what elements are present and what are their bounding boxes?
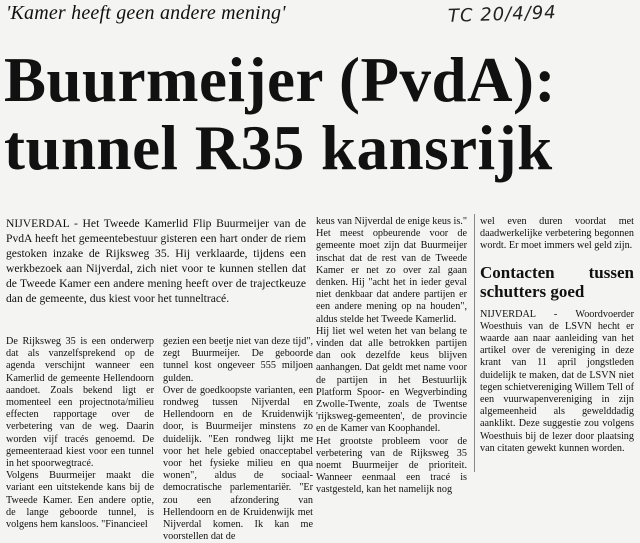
headline-line-1: Buurmeijer (PvdA): (4, 45, 556, 115)
headline-line-2: tunnel R35 kansrijk (4, 113, 553, 183)
paragraph: De Rijksweg 35 is een onderwerp dat als vanzelfsprekend op de agenda verschijnt wanneer een Kamerlid de gemeente Hellendoorn aandoet. Zoals bekend ligt er momenteel een projectnota/milieu effecten rapportage over de verbetering van de weg. Daarin worden vijf tracés genoemd. De gemeenteraad kiest voor een tunnel in het spoorwegtracé. (6, 336, 154, 470)
paragraph: keus van Nijverdal de enige keus is." (316, 216, 467, 227)
paragraph: Het grootste probleem voor de verbetering van de Rijksweg 35 noemt Buurmeijer de prioriteit. Wanneer eenmaal een tracé is vastgesteld, kan het namelijk nog (316, 435, 467, 496)
paragraph: Hij liet wel weten het van belang te vinden dat alle betrokken partijen dan ook dezelfde keus blijven aanhangen. Dat geldt met name voor de partijen in het Bestuurlijk Platform Spoor- en Wegverbinding Zwolle-Twente, zoals de Twentse 'rijksweg-gemeenten', de provincie en de Kamer van Koophandel. (316, 325, 467, 435)
paragraph: Over de goedkoopste varianten, een rondweg tussen Nijverdal en Hellendoorn en de Kruidenwijk door, is Buurmeijer minstens zo duidelijk. "Een rondweg lijkt me voor het hele gebied onacceptabel voor het fysieke milieu en qua wonen", aldus de sociaal-democratische parlementariër. "Er zou een afzondering van Hellendoorn en de Kruidenwijk met Nijverdal komen. Ik kan me voorstellen dat de (163, 384, 313, 543)
article-column-3 (316, 216, 467, 497)
paragraph: Het meest opbeurende voor de gemeente moet zijn dat Buurmeijer inschat dat de rest van de Tweede Kamer er net zo over zal gaan denken. Hij "acht het in ieder geval niet denkbaar dat andere partijen er een andere mening op na houden", aldus stelde het Tweede Kamerlid. (316, 228, 467, 325)
article-column-2 (163, 336, 313, 543)
handwritten-date-note: TC 20/4/94 (447, 2, 558, 27)
paragraph: gezien een beetje niet van deze tijd", zegt Buurmeijer. De geboorde tunnel kost ongeveer 555 miljoen gulden. (163, 336, 313, 384)
headline (4, 46, 636, 182)
paragraph: NIJVERDAL - Woordvoerder Woesthuis van de LSVN hecht er waarde aan naar aanleiding van het artikel over de vereniging in deze krant van 11 april jongstleden duidelijk te maken, dat de LSVN niet tegen schietvereniging Willem Tell of een vuurwapenvereniging in zijn algemeenheid als gewelddadig aanklikt. Deze suggestie zou volgens Woesthuis bij de lezer door plaatsing van citaten gewekt kunnen worden. (480, 308, 634, 454)
kicker: 'Kamer heeft geen andere mening' (6, 2, 286, 24)
article-column-4 (480, 216, 634, 455)
article-column-1 (6, 336, 154, 531)
column-divider (474, 214, 475, 472)
second-article-headline: Contacten tussen schutters goed (480, 262, 634, 301)
paragraph: wel even duren voordat met daadwerkelijke verbetering begonnen wordt. Er moet immers wel geld zijn. (480, 216, 634, 252)
paragraph: Volgens Buurmeijer maakt die variant een uitstekende kans bij de Tweede Kamer. Een andere optie, de lange geboorde tunnel, is volgens hem kansloos. "Financieel (6, 470, 154, 531)
lead-paragraph: NIJVERDAL - Het Tweede Kamerlid Flip Buurmeijer van de PvdA heeft het gemeentebestuur gisteren een hart onder de riem gestoken inzake de Rijksweg 35. Hij verklaarde, tijdens een werkbezoek aan Nijverdal, zich niet voor te kunnen stellen dat de Tweede Kamer een andere mening heeft over de trajectkeuze dan de gemeente, dus kiest voor het tunneltracé. (6, 217, 306, 305)
